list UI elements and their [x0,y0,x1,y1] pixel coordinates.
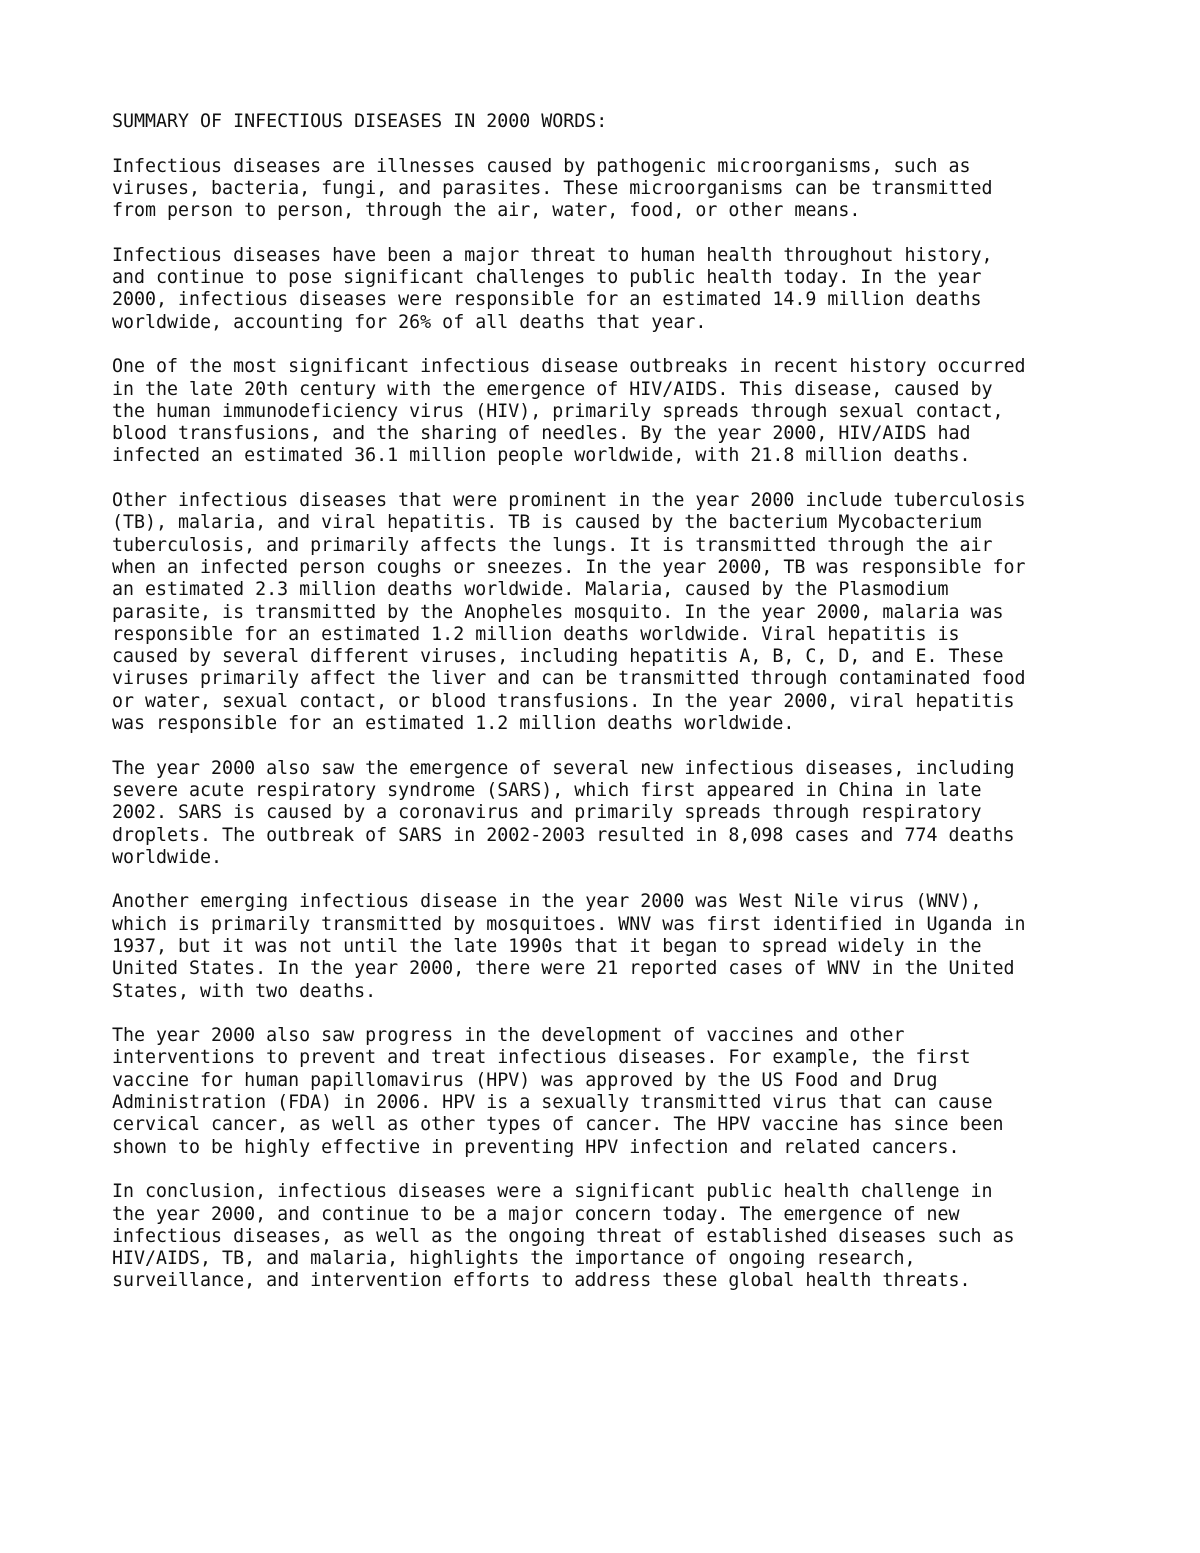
paragraph-line: The year 2000 also saw progress in the development of vaccines and other [112,1025,905,1047]
paragraph-line: 1937, but it was not until the late 1990s that it began to spread widely in the [112,935,982,957]
paragraph [112,356,1112,467]
paragraph-line: worldwide. [112,846,223,868]
paragraph-line: from person to person, through the air, water, food, or other means. [112,200,861,222]
paragraph-line: Another emerging infectious disease in the year 2000 was West Nile virus (WNV), [112,891,982,913]
paragraph-line: worldwide, accounting for 26% of all deaths that year. [112,311,707,333]
paragraph-line: an estimated 2.3 million deaths worldwide. Malaria, caused by the Plasmodium [112,579,949,601]
paragraph-line: which is primarily transmitted by mosquitoes. WNV was first identified in Uganda in [112,913,1026,935]
paragraph-line: in the late 20th century with the emergence of HIV/AIDS. This disease, caused by [112,378,993,400]
paragraph-line: responsible for an estimated 1.2 million deaths worldwide. Viral hepatitis is [112,623,960,645]
paragraph-line: Other infectious diseases that were prominent in the year 2000 include tuberculosis [112,490,1026,512]
paragraph-list [112,156,1112,1293]
paragraph-line: viruses primarily affect the liver and can be transmitted through contaminated food [112,668,1026,690]
paragraph-line: infectious diseases, as well as the ongoing threat of established diseases such as [112,1225,1015,1247]
paragraph [112,1181,1112,1292]
paragraph-line: caused by several different viruses, including hepatitis A, B, C, D, and E. These [112,646,1004,668]
paragraph-line: States, with two deaths. [112,980,377,1002]
paragraph [112,891,1112,1002]
paragraph-line: interventions to prevent and treat infectious diseases. For example, the first [112,1047,971,1069]
paragraph-line: One of the most significant infectious disease outbreaks in recent history occurred [112,356,1026,378]
paragraph-line: Infectious diseases have been a major threat to human health throughout history, [112,244,993,266]
paragraph-line: shown to be highly effective in preventing HPV infection and related cancers. [112,1136,960,1158]
paragraph-line: the year 2000, and continue to be a major concern today. The emergence of new [112,1203,960,1225]
paragraph-line: viruses, bacteria, fungi, and parasites. These microorganisms can be transmitted [112,177,993,199]
paragraph-line: cervical cancer, as well as other types of cancer. The HPV vaccine has since been [112,1114,1004,1136]
paragraph [112,758,1112,869]
paragraph-line: The year 2000 also saw the emergence of several new infectious diseases, including [112,757,1015,779]
document-title: SUMMARY OF INFECTIOUS DISEASES IN 2000 WORDS: [112,111,608,132]
paragraph-line: infected an estimated 36.1 million people worldwide, with 21.8 million deaths. [112,445,971,467]
paragraph [112,490,1112,735]
paragraph-line: 2000, infectious diseases were responsible for an estimated 14.9 million deaths [112,289,982,311]
paragraph-line: parasite, is transmitted by the Anopheles mosquito. In the year 2000, malaria was [112,601,1004,623]
paragraph-line: Infectious diseases are illnesses caused by pathogenic microorganisms, such as [112,155,971,177]
paragraph-line: vaccine for human papillomavirus (HPV) was approved by the US Food and Drug [112,1069,938,1091]
paragraph-line: when an infected person coughs or sneezes. In the year 2000, TB was responsible for [112,556,1026,578]
paragraph-line: droplets. The outbreak of SARS in 2002-2003 resulted in 8,098 cases and 774 deaths [112,824,1015,846]
paragraph-line: and continue to pose significant challenges to public health today. In the year [112,267,982,289]
paragraph-line: tuberculosis, and primarily affects the lungs. It is transmitted through the air [112,534,993,556]
paragraph-line: or water, sexual contact, or blood transfusions. In the year 2000, viral hepatitis [112,690,1015,712]
paragraph [112,1025,1112,1159]
paragraph-line: the human immunodeficiency virus (HIV), primarily spreads through sexual contact, [112,400,1004,422]
paragraph-line: United States. In the year 2000, there were 21 reported cases of WNV in the United [112,958,1015,980]
paragraph-line: In conclusion, infectious diseases were a significant public health challenge in [112,1181,993,1203]
paragraph-line: (TB), malaria, and viral hepatitis. TB is caused by the bacterium Mycobacterium [112,512,982,534]
paragraph [112,245,1112,334]
paragraph-line: HIV/AIDS, TB, and malaria, highlights the importance of ongoing research, [112,1248,916,1270]
paragraph-line: 2002. SARS is caused by a coronavirus and primarily spreads through respiratory [112,802,982,824]
document-body [112,111,1112,1315]
paragraph-line: severe acute respiratory syndrome (SARS), which first appeared in China in late [112,779,982,801]
paragraph-line: Administration (FDA) in 2006. HPV is a sexually transmitted virus that can cause [112,1092,993,1114]
paragraph-line: was responsible for an estimated 1.2 million deaths worldwide. [112,713,795,735]
paragraph-line: blood transfusions, and the sharing of needles. By the year 2000, HIV/AIDS had [112,423,971,445]
paragraph-line: surveillance, and intervention efforts to address these global health threats. [112,1270,971,1292]
paragraph [112,156,1112,223]
